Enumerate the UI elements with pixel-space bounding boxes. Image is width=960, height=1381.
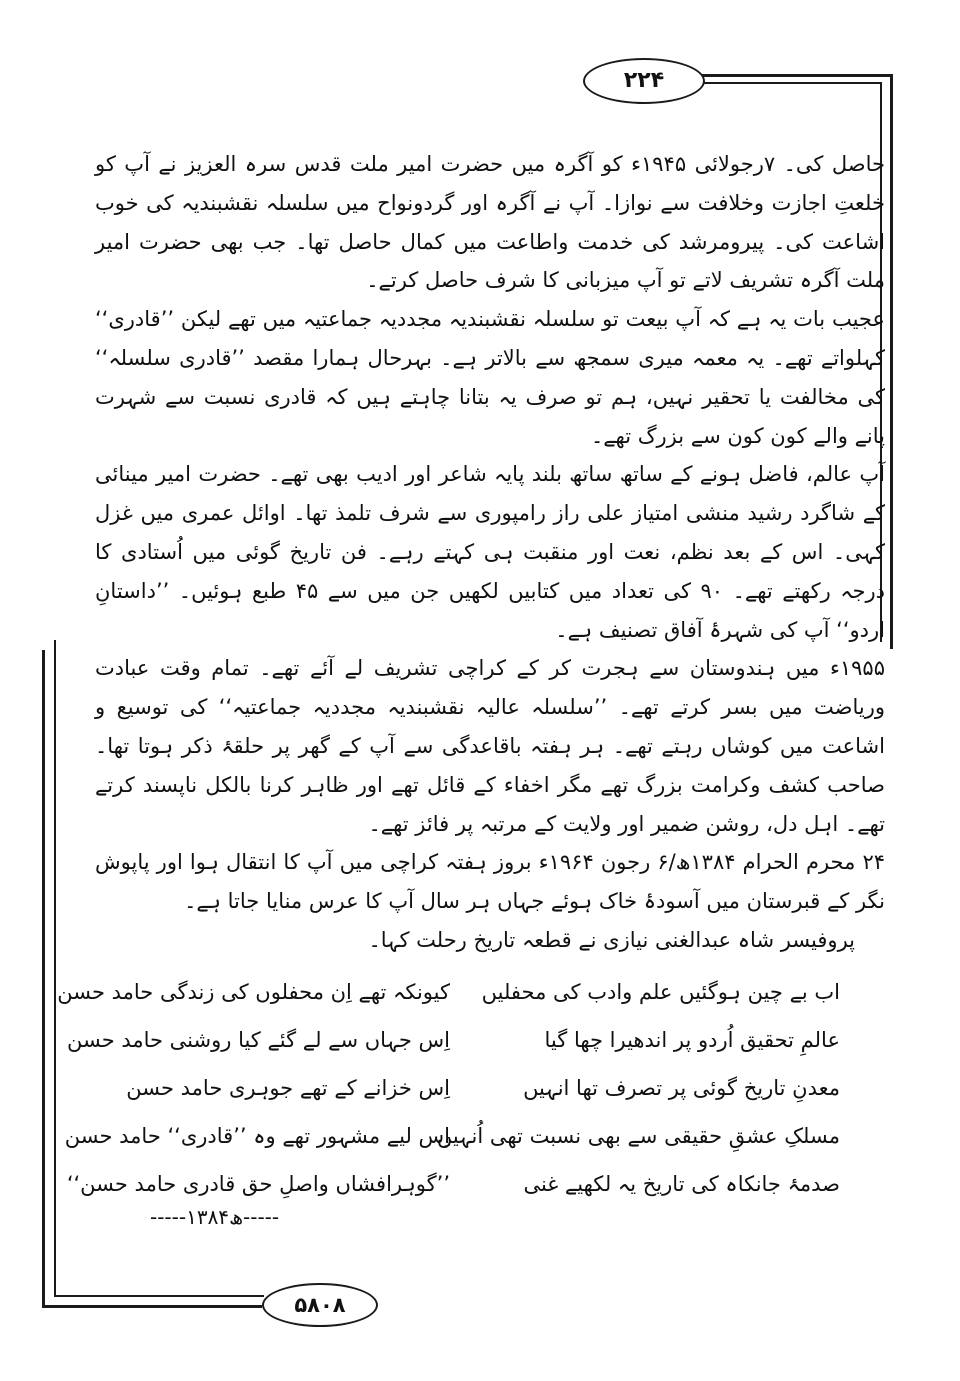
paragraph-6: پروفیسر شاہ عبدالغنی نیازی نے قطعہ تاریخ رحلت کہا۔ [368, 927, 855, 952]
page-number-bottom: ۵۸۰۸ [262, 1283, 378, 1327]
couplet [66, 1160, 840, 1208]
misra-second: اِس جہاں سے لے گئے کیا روشنی حامد حسن [66, 1028, 450, 1052]
couplet [64, 1112, 840, 1160]
frame-bottom-rule-outer [42, 1305, 262, 1308]
chronogram-year: -----۱۳۸۴ھ----- [150, 1205, 280, 1229]
misra-second: اِس خزانے کے تھے جوہری حامد حسن [126, 1076, 450, 1100]
paragraph-1: حاصل کی۔ ۷رجولائی ۱۹۴۵ء کو آگرہ میں حضرت امیر ملت قدس سرہ العزیز نے آپ کو خلعتِ اجازت وخلافت سے نوازا۔ آپ نے آگرہ اور گردونواح میں سلسلہ نقشبندیہ کی خوب اشاعت کی۔ پیرومرشد کی خدمت واطاعت میں کمال حاصل تھا۔ جب بھی حضرت امیر ملت آگرہ تشریف لاتے تو آپ میزبانی کا شرف حاصل کرتے۔ [95, 152, 885, 293]
misra-first: اب بے چین ہوگئیں علم وادب کی محفلیں [481, 980, 840, 1004]
frame-top-rule-inner [700, 82, 880, 84]
couplet [57, 968, 840, 1016]
frame-bottom-rule-inner [54, 1295, 264, 1297]
page-number-top: ۲۲۴ [583, 58, 705, 104]
couplet [66, 1016, 840, 1064]
frame-right-rule-outer [890, 74, 893, 649]
paragraph-5: ۲۴ محرم الحرام ۱۳۸۴ھ/۶ رجون ۱۹۶۴ء بروز ہفتہ کراچی میں آپ کا انتقال ہوا اور پاپوش نگر کے قبرستان میں آسودۂ خاک ہوئے جہاں ہر سال آپ کا عرس منایا جاتا ہے۔ [95, 850, 886, 914]
misra-second: اِس لیے مشہور تھے وہ ’’قادری‘‘ حامد حسن [64, 1124, 450, 1148]
paragraph-3: آپ عالم، فاضل ہونے کے ساتھ ساتھ بلند پایہ شاعر اور ادیب بھی تھے۔ حضرت امیر مینائی کے شاگرد رشید منشی امتیاز علی راز رامپوری سے شرف تلمذ تھا۔ اوائل عمری میں غزل کہی۔ اس کے بعد نظم، نعت اور منقبت ہی کہتے رہے۔ فن تاریخ گوئی میں اُستادی کا درجہ رکھتے تھے۔ ۹۰ کی تعداد میں کتابیں لکھیں جن میں سے ۴۵ طبع ہوئیں۔ ’’داستانِ اردو‘‘ آپ کی شہرۂ آفاق تصنیف ہے۔ [95, 462, 886, 642]
frame-left-rule-inner [54, 640, 56, 1295]
misra-second: ’’گوہرافشاں واصلِ حق قادری حامد حسن‘‘ [66, 1172, 450, 1196]
paragraph-4: ۱۹۵۵ء میں ہندوستان سے ہجرت کر کے کراچی تشریف لے آئے تھے۔ تمام وقت عبادت وریاضت میں بسر کرتے تھے۔ ’’سلسلہ عالیہ نقشبندیہ مجددیہ جماعتیہ‘‘ کی توسیع و اشاعت میں کوشاں رہتے تھے۔ ہر ہفتہ باقاعدگی سے آپ کے گھر پر حلقۂ ذکر ہوتا تھا۔ صاحب کشف وکرامت بزرگ تھے مگر اخفاء کے قائل تھے اور ظاہر کرنا بالکل ناپسند کرتے تھے۔ اہل دل، روشن ضمیر اور ولایت کے مرتبہ پر فائز تھے۔ [95, 656, 885, 836]
paragraph-2: عجیب بات یہ ہے کہ آپ بیعت تو سلسلہ نقشبندیہ مجددیہ جماعتیہ میں تھے لیکن ’’قادری‘‘ کہلواتے تھے۔ یہ معمہ میری سمجھ سے بالاتر ہے۔ بہرحال ہمارا مقصد ’’قادری سلسلہ‘‘ کی مخالفت یا تحقیر نہیں، ہم تو صرف یہ بتانا چاہتے ہیں کہ قادری نسبت سے شہرت پانے والے کون کون سے بزرگ تھے۔ [95, 307, 885, 448]
frame-left-rule-outer [42, 650, 45, 1305]
frame-top-rule-outer [700, 74, 890, 77]
body-text [95, 145, 885, 960]
misra-first: عالمِ تحقیق اُردو پر اندھیرا چھا گیا [544, 1028, 840, 1052]
misra-second: کیونکہ تھے اِن محفلوں کی زندگی حامد حسن [57, 980, 450, 1004]
misra-first: صدمۂ جانکاہ کی تاریخ یہ لکھیے غنی [523, 1172, 840, 1196]
couplet [120, 1064, 840, 1112]
misra-first: مسلکِ عشقِ حقیقی سے بھی نسبت تھی اُنہیں [436, 1124, 840, 1148]
misra-first: معدنِ تاریخ گوئی پر تصرف تھا انہیں [523, 1076, 840, 1100]
elegy-verses [57, 968, 840, 1208]
